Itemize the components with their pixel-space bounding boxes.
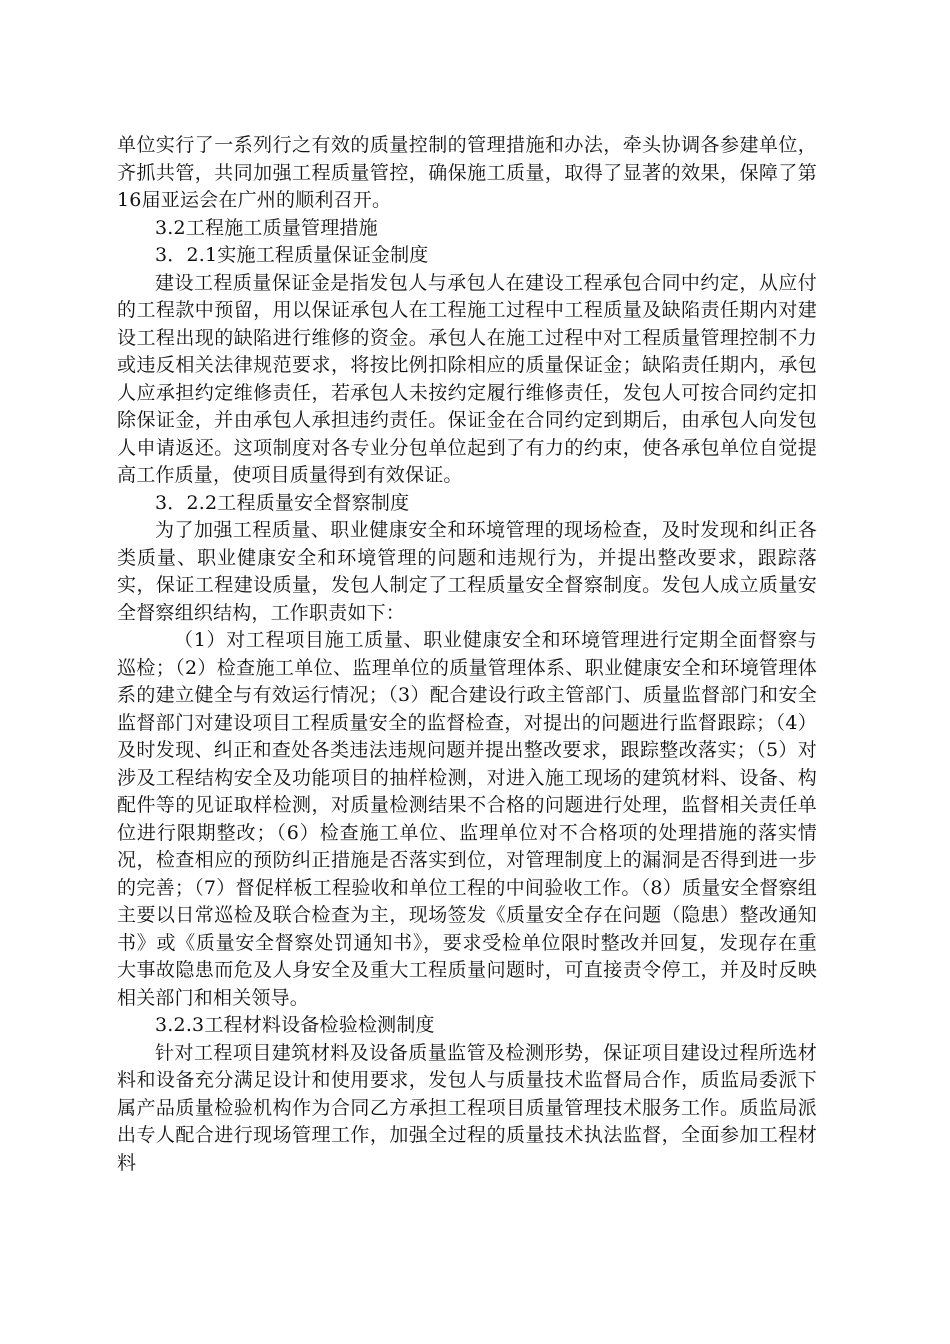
paragraph-safety-inspection: 为了加强工程质量、职业健康安全和环境管理的现场检查，及时发现和纠正各类质量、职业健康安全和环境管理的问题和违规行为，并提出整改要求，跟踪落实，保证工程建设质量，发包人制定了工程质量安全督察制度。发包人成立质量安全督察组织结构，工作职责如下： (117, 519, 817, 624)
paragraph-duties-list: （1）对工程项目施工质量、职业健康安全和环境管理进行定期全面督察与巡检；（2）检查施工单位、监理单位的质量管理体系、职业健康安全和环境管理体系的建立健全与有效运行情况；（3）配合建设行政主管部门、质量监督部门和安全监督部门对建设项目工程质量安全的监督检查，对提出的问题进行监督跟踪；（4）及时发现、纠正和查处各类违法违规问题并提出整改要求，跟踪整改落实；（5）对涉及工程结构安全及功能项目的抽样检测，对进入施工现场的建筑材料、设备、构配件等的见证取样检测，对质量检测结果不合格的问题进行处理，监督相关责任单位进行限期整改；（6）检查施工单位、监理单位对不合格项的处理措施的落实情况，检查相应的预防纠正措施是否落实到位，对管理制度上的漏洞是否得到进一步的完善；（7）督促样板工程验收和单位工程的中间验收工作。（8）质量安全督察组主要以日常巡检及联合检查为主，现场签发《质量安全存在问题（隐患）整改通知书》或《质量安全督察处罚通知书》，要求受检单位限时整改并回复，发现存在重大事故隐患而危及人身安全及重大工程质量问题时，可直接责令停工，并及时反映相关部门和相关领导。 (117, 629, 817, 1009)
paragraph-intro-continued: 单位实行了一系列行之有效的质量控制的管理措施和办法，牵头协调各参建单位，齐抓共管，共同加强工程质量管控，确保施工质量，取得了显著的效果，保障了第16届亚运会在广州的顺利召开。 (117, 134, 817, 211)
section-heading-3-2: 3.2工程施工质量管理措施 (155, 216, 378, 239)
subsection-heading-3-2-2: 3．2.2工程质量安全督察制度 (155, 491, 410, 514)
document-body (117, 132, 817, 1177)
subsection-heading-3-2-1: 3．2.1实施工程质量保证金制度 (155, 244, 429, 266)
paragraph-material-testing: 针对工程项目建筑材料及设备质量监管及检测形势，保证项目建设过程所选材料和设备充分满足设计和使用要求，发包人与质量技术监督局合作，质监局委派下属产品质量检验机构作为合同乙方承担工程项目质量管理技术服务工作。质监局派出专人配合进行现场管理工作，加强全过程的质量技术执法监督，全面参加工程材料 (117, 1041, 817, 1174)
subsection-heading-3-2-3: 3.2.3工程材料设备检验检测制度 (155, 1014, 435, 1036)
paragraph-quality-deposit: 建设工程质量保证金是指发包人与承包人在建设工程承包合同中约定，从应付的工程款中预留，用以保证承包人在工程施工过程中工程质量及缺陷责任期内对建设工程出现的缺陷进行维修的资金。承包人在施工过程中对工程质量管理控制不力或违反相关法律规范要求，将按比例扣除相应的质量保证金；缺陷责任期内，承包人应承担约定维修责任，若承包人未按约定履行维修责任，发包人可按合同约定扣除保证金，并由承包人承担违约责任。保证金在合同约定到期后，由承包人向发包人申请返还。这项制度对各专业分包单位起到了有力的约束，使各承包单位自觉提高工作质量，使项目质量得到有效保证。 (117, 271, 817, 486)
